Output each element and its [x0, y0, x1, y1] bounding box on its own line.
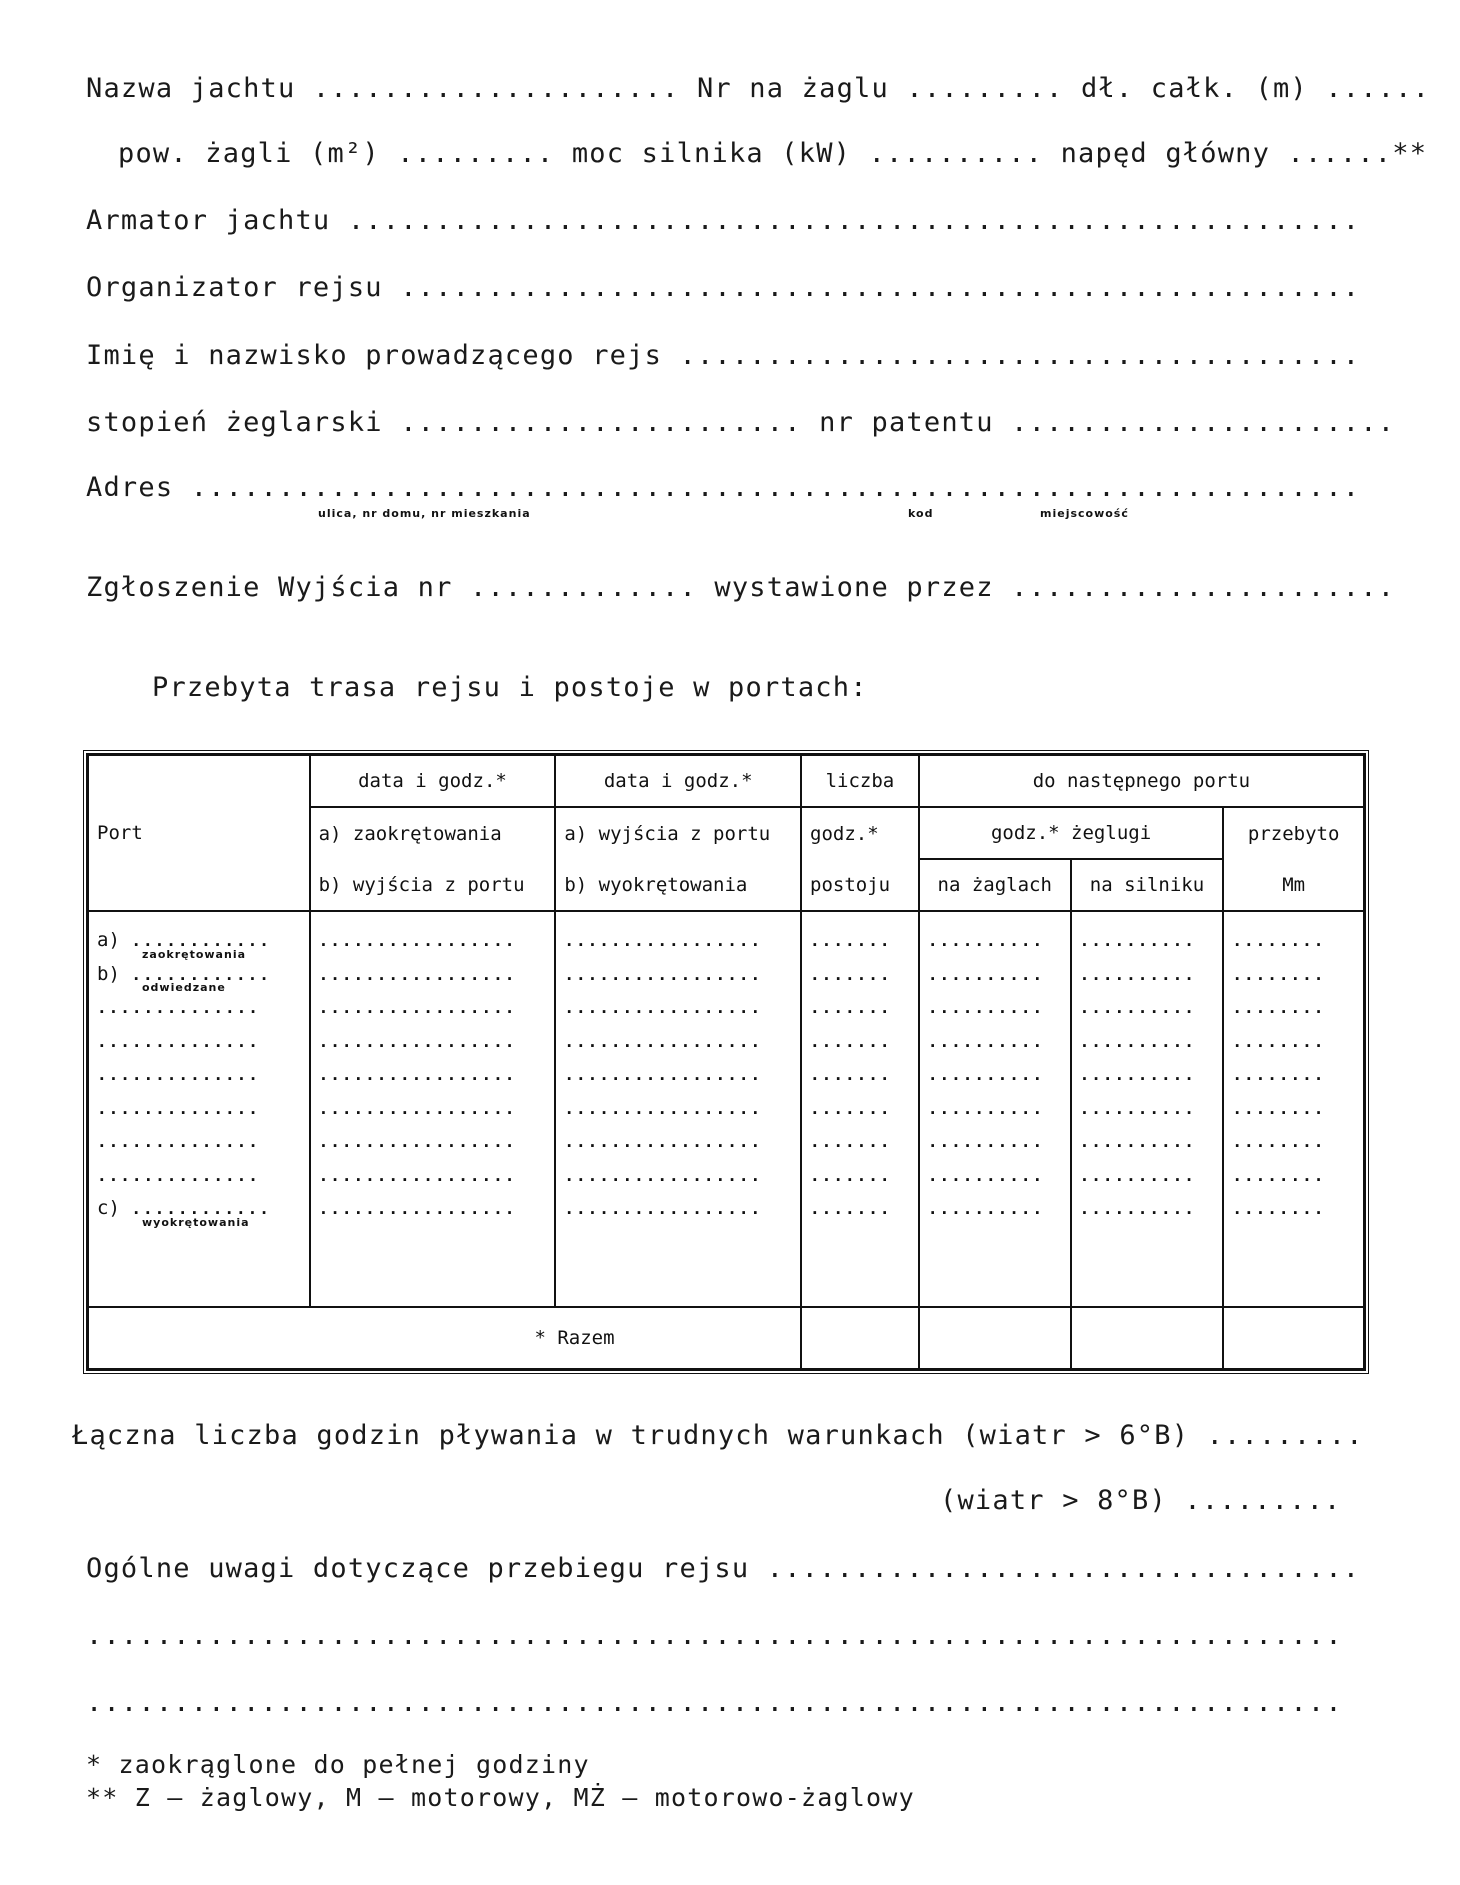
entry-field[interactable]	[928, 1159, 1062, 1193]
header-next-port: do następnego portu	[919, 755, 1364, 807]
sail-area-line: pow. żagli (m²) ......... moc silnika (kW) .......... napęd główny ......**	[118, 138, 1428, 169]
distance-column	[1223, 911, 1364, 1307]
section-title: Przebyta trasa rejsu i postoje w portach:	[152, 672, 868, 703]
entry-field[interactable]	[564, 1092, 792, 1126]
dotted-blank: .......	[810, 1065, 892, 1084]
entry-field[interactable]	[928, 1025, 1062, 1059]
dotted-blank: ..............	[97, 1165, 260, 1185]
dotted-blank: .................	[318, 931, 517, 950]
entry-field[interactable]	[810, 991, 910, 1025]
port-entry[interactable]	[97, 1159, 301, 1193]
skipper-name-line: Imię i nazwisko prowadzącego rejs .......................................	[86, 340, 1361, 371]
dotted-blank: .......	[810, 931, 892, 950]
dotted-blank: ..............	[97, 1065, 260, 1084]
sail-hours-column	[919, 911, 1071, 1307]
entry-field[interactable]	[1080, 1159, 1215, 1193]
departure-notice-line: Zgłoszenie Wyjścia nr ............. wystawione przez ......................	[86, 572, 1396, 603]
dotted-blank: .................	[564, 1199, 763, 1218]
entry-field[interactable]	[1080, 924, 1215, 958]
entry-field[interactable]	[1080, 958, 1215, 992]
footnote-rounded: * zaokrąglone do pełnej godziny	[86, 1750, 590, 1779]
entry-field[interactable]	[564, 1058, 792, 1092]
entry-field[interactable]	[564, 1125, 792, 1159]
dotted-blank: .................	[318, 1065, 517, 1084]
dotted-blank: ........	[1232, 1065, 1326, 1084]
port-entry-letter: c)	[97, 1197, 132, 1219]
port-column	[88, 911, 310, 1307]
entry-field[interactable]	[319, 1058, 547, 1092]
hard-conditions-line-1: Łączna liczba godzin pływania w trudnych warunkach (wiatr > 6°B) .........	[72, 1420, 1364, 1451]
dotted-blank: ..............	[97, 998, 260, 1017]
dotted-blank: ............	[131, 931, 271, 950]
entry-field[interactable]	[810, 1025, 910, 1059]
dotted-blank: .......	[810, 1199, 892, 1218]
entry-field[interactable]	[564, 958, 792, 992]
dotted-blank: .................	[564, 1065, 763, 1084]
owner-line: Armator jachtu ..........................................................	[86, 205, 1361, 236]
header-under-engine: na silniku	[1071, 859, 1224, 911]
dotted-blank: ........	[1232, 964, 1326, 984]
entry-field[interactable]	[928, 958, 1062, 992]
dotted-blank: .......	[810, 1132, 892, 1151]
dotted-blank: .................	[564, 1132, 763, 1151]
entry-field[interactable]	[1080, 1092, 1215, 1126]
dotted-blank: ..........	[1079, 1031, 1196, 1051]
remarks-line: Ogólne uwagi dotyczące przebiegu rejsu ..................................	[86, 1553, 1361, 1584]
entry-field[interactable]	[564, 1159, 792, 1193]
dotted-blank: ........	[1232, 998, 1326, 1017]
entry-field[interactable]	[1232, 958, 1355, 992]
dotted-blank: ..........	[1079, 1199, 1196, 1218]
header-hours-2: godz.*	[801, 807, 919, 859]
dotted-blank: ..........	[927, 1132, 1045, 1151]
entry-field[interactable]	[928, 1192, 1062, 1226]
entry-field[interactable]	[1232, 1192, 1355, 1226]
header-under-sail: na żaglach	[919, 859, 1071, 911]
dotted-blank: .................	[564, 1031, 763, 1051]
port-entry[interactable]	[97, 1125, 301, 1159]
entry-field[interactable]	[928, 1092, 1062, 1126]
port-entry[interactable]	[97, 991, 301, 1025]
entry-field[interactable]	[1080, 991, 1215, 1025]
yacht-name-line: Nazwa jachtu ..................... Nr na żaglu ......... dł. całk. (m) ......	[86, 73, 1431, 104]
stay-hours-column	[801, 911, 919, 1307]
dotted-blank: ..........	[927, 1199, 1045, 1218]
dotted-blank: .................	[564, 1165, 763, 1185]
entry-field[interactable]	[1232, 1125, 1355, 1159]
dotted-blank: ..........	[1079, 1165, 1196, 1185]
total-mm-cell[interactable]	[1223, 1307, 1364, 1369]
dotted-blank: ..........	[927, 931, 1045, 950]
dotted-blank: ..........	[1079, 1098, 1196, 1118]
total-sail-cell[interactable]	[919, 1307, 1071, 1369]
entry-field[interactable]	[319, 1025, 547, 1059]
entry-field[interactable]	[319, 1159, 547, 1193]
address-line: Adres ...................................................................	[86, 472, 1361, 503]
organizer-line: Organizator rejsu .......................................................	[86, 272, 1361, 303]
dotted-blank: .................	[318, 1199, 517, 1218]
entry-field[interactable]	[319, 958, 547, 992]
entry-field[interactable]	[319, 1192, 547, 1226]
entry-field[interactable]	[810, 1125, 910, 1159]
header-date-depart-2: a) wyjścia z portu	[555, 807, 801, 859]
header-date-embark-2: a) zaokrętowania	[310, 807, 556, 859]
header-date-depart-3: b) wyokrętowania	[555, 859, 801, 911]
dotted-blank: ..........	[1079, 1065, 1196, 1084]
dotted-blank: .................	[318, 998, 517, 1017]
entry-field[interactable]	[564, 991, 792, 1025]
total-stay-cell[interactable]	[801, 1307, 919, 1369]
dotted-blank: ............	[131, 964, 271, 984]
entry-field[interactable]	[319, 991, 547, 1025]
entry-field[interactable]	[564, 1025, 792, 1059]
dotted-blank: ..........	[927, 1098, 1045, 1118]
entry-field[interactable]	[1232, 1025, 1355, 1059]
entry-field[interactable]	[1080, 1025, 1215, 1059]
entry-field[interactable]	[564, 924, 792, 958]
entry-field[interactable]	[810, 958, 910, 992]
port-entry[interactable]	[97, 1192, 301, 1229]
dotted-blank: ..........	[1079, 931, 1196, 950]
date-depart-column	[555, 911, 801, 1307]
dotted-blank: ..........	[927, 1031, 1045, 1051]
port-entry-letter: a)	[97, 929, 132, 951]
dotted-blank: ........	[1232, 1199, 1326, 1218]
dotted-blank: .......	[810, 1031, 892, 1051]
remarks-dots-1: ........................................................................	[86, 1620, 1343, 1651]
rank-patent-line: stopień żeglarski ....................... nr patentu ......................	[86, 407, 1396, 438]
dotted-blank: .......	[810, 1165, 892, 1185]
dotted-blank: .................	[318, 964, 517, 984]
port-entry[interactable]	[97, 924, 301, 961]
header-date-embark-1: data i godz.*	[310, 755, 556, 807]
dotted-blank: ........	[1232, 1031, 1326, 1051]
port-entry[interactable]	[97, 1025, 301, 1059]
entry-field[interactable]	[1232, 924, 1355, 958]
dotted-blank: ..........	[927, 1165, 1045, 1185]
address-city-caption: miejscowość	[1040, 507, 1129, 520]
entry-field[interactable]	[1080, 1125, 1215, 1159]
entry-field[interactable]	[810, 1159, 910, 1193]
port-entry-caption: zaokrętowania	[142, 947, 247, 961]
dotted-blank: ..........	[1079, 998, 1196, 1017]
dotted-blank: ..........	[927, 1065, 1045, 1084]
dotted-blank: ..........	[1079, 1132, 1196, 1151]
header-hours-1: liczba	[801, 755, 919, 807]
dotted-blank: ..............	[97, 1031, 260, 1051]
dotted-blank: .................	[564, 1098, 763, 1118]
dotted-blank: .......	[810, 998, 892, 1017]
route-table	[83, 750, 1369, 1374]
dotted-blank: .................	[318, 1098, 517, 1118]
total-text: * Razem	[534, 1327, 615, 1349]
dotted-blank: ........	[1232, 1165, 1326, 1185]
remarks-dots-2: ........................................................................	[86, 1687, 1343, 1718]
entry-field[interactable]	[810, 1192, 910, 1226]
entry-field[interactable]	[810, 1092, 910, 1126]
entry-field[interactable]	[810, 924, 910, 958]
entry-field[interactable]	[1080, 1192, 1215, 1226]
header-date-embark-3: b) wyjścia z portu	[310, 859, 556, 911]
dotted-blank: .......	[810, 964, 892, 984]
total-label	[88, 1307, 801, 1369]
entry-field[interactable]	[1232, 1058, 1355, 1092]
port-entry-caption: odwiedzane	[142, 981, 226, 994]
port-entry[interactable]	[97, 958, 301, 992]
total-engine-cell[interactable]	[1071, 1307, 1224, 1369]
dotted-blank: .................	[318, 1031, 517, 1051]
dotted-blank: ..........	[927, 964, 1045, 984]
entry-field[interactable]	[810, 1058, 910, 1092]
header-date-depart-1: data i godz.*	[555, 755, 801, 807]
dotted-blank: .................	[564, 964, 763, 984]
entry-field[interactable]	[928, 1125, 1062, 1159]
dotted-blank: ........	[1232, 1132, 1326, 1151]
dotted-blank: ........	[1232, 1098, 1326, 1118]
header-port: Port	[88, 755, 310, 911]
dotted-blank: ..........	[927, 998, 1045, 1017]
entry-field[interactable]	[319, 924, 547, 958]
dotted-blank: .................	[564, 998, 763, 1017]
footnote-propulsion: ** Z – żaglowy, M – motorowy, MŻ – motorowo-żaglowy	[86, 1783, 915, 1812]
dotted-blank: .................	[564, 931, 763, 950]
entry-field[interactable]	[928, 1058, 1062, 1092]
dotted-blank: ..........	[1079, 964, 1196, 984]
entry-field[interactable]	[319, 1125, 547, 1159]
dotted-blank: .................	[318, 1165, 517, 1185]
date-embark-column	[310, 911, 556, 1307]
entry-field[interactable]	[928, 991, 1062, 1025]
dotted-blank: ..............	[97, 1098, 260, 1118]
entry-field[interactable]	[1232, 1092, 1355, 1126]
header-mm-1: przebyto	[1223, 807, 1364, 859]
entry-field[interactable]	[564, 1192, 792, 1226]
address-street-caption: ulica, nr domu, nr mieszkania	[318, 507, 531, 520]
entry-field[interactable]	[1080, 1058, 1215, 1092]
port-entry[interactable]	[97, 1092, 301, 1126]
entry-field[interactable]	[319, 1092, 547, 1126]
engine-hours-column	[1071, 911, 1224, 1307]
port-entry-letter: b)	[97, 962, 132, 985]
header-mm-2: Mm	[1223, 859, 1364, 911]
hard-conditions-line-2: (wiatr > 8°B) .........	[940, 1485, 1342, 1516]
header-sailing-hours: godz.* żeglugi	[919, 807, 1224, 859]
dotted-blank: ........	[1232, 931, 1326, 950]
entry-field[interactable]	[1232, 1159, 1355, 1193]
dotted-blank: ............	[131, 1199, 271, 1218]
entry-field[interactable]	[1232, 991, 1355, 1025]
port-entry[interactable]	[97, 1058, 301, 1092]
dotted-blank: .................	[318, 1132, 517, 1151]
dotted-blank: ..............	[97, 1132, 260, 1151]
port-entry-caption: wyokrętowania	[142, 1215, 250, 1229]
dotted-blank: .......	[810, 1098, 892, 1118]
header-hours-3: postoju	[801, 859, 919, 911]
entry-field[interactable]	[928, 924, 1062, 958]
address-postcode-caption: kod	[908, 507, 934, 520]
